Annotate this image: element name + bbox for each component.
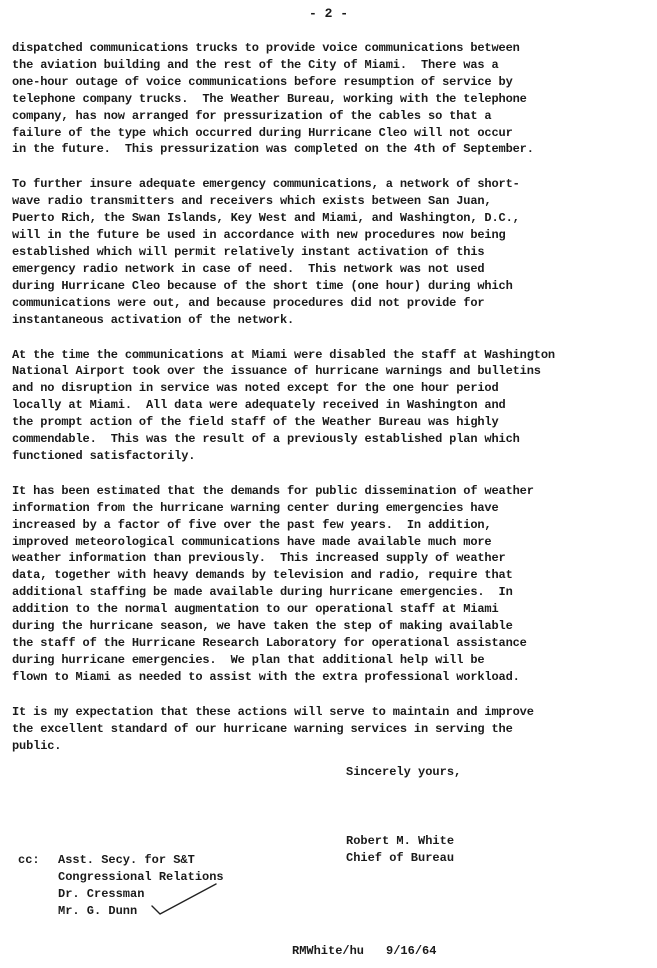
signer-name: Robert M. White (346, 834, 455, 848)
cc-label: cc: (18, 853, 40, 867)
cc-recipient: Asst. Secy. for S&T (58, 853, 195, 867)
signature-block (346, 833, 454, 867)
signer-title: Chief of Bureau (346, 851, 455, 865)
reference-date: 9/16/64 (386, 944, 437, 958)
paragraph-communications-trucks: dispatched communications trucks to provide voice communications between the aviation building and the rest of the City of Miami. There was a one-hour outage of voice communications before resumption of service by telephone company trucks. The Weather Bureau, working with the telephone company, has now arranged for pressurization of the cables so that a failure of the type which occurred during Hurricane Cleo will not occur in the future. This pressurization was completed on the 4th of September. (12, 41, 534, 157)
closing-salutation: Sincerely yours, (346, 765, 462, 779)
paragraph-staffing-demands: It has been estimated that the demands for public dissemination of weather information from the hurricane warning center during emergencies have increased by a factor of five over the past few years. In addition, improved meteorological communications have made available much more weather information than previously. This increased supply of weather data, together with heavy demands by television and radio, require that additional staffing be made available during hurricane emergencies. In addition to the normal augmentation to our operational staff at Miami during the hurricane season, we have taken the step of making available the staff of the Hurricane Research Laboratory for operational assistance during hurricane emergencies. We plan that additional help will be flown to Miami as needed to assist with the extra professional workload. (12, 483, 534, 684)
cc-recipient: Dr. Cressman (58, 887, 145, 901)
cc-recipient: Congressional Relations (58, 870, 224, 884)
paragraph-radio-network: To further insure adequate emergency communications, a network of short- wave radio transmitters and receivers which exists between San Juan, Puerto Rich, the Swan Islands, Key West and Miami, and Washington, D.C., will in the future be used in accordance with new procedures now being established which will permit relatively instant activation of this emergency radio network in case of need. This network was not used during Hurricane Cleo because of the short time (one hour) during which communications were out, and because procedures did not provide for instantaneous activation of the network. (12, 177, 520, 327)
cc-recipient: Mr. G. Dunn (58, 904, 138, 918)
letter-body (12, 40, 652, 772)
reference-initials: RMWhite/hu (292, 944, 365, 958)
page-number: - 2 - (308, 6, 348, 21)
handwritten-checkmark-icon (150, 880, 220, 920)
paragraph-washington-staff: At the time the communications at Miami were disabled the staff at Washington National Airport took over the issuance of hurricane warnings and bulletins and no disruption in service was noted except for the one hour period locally at Miami. All data were adequately received in Washington and the prompt action of the field staff of the Weather Bureau was highly commendable. This was the result of a previously established plan which functioned satisfactorily. (12, 347, 555, 463)
paragraph-expectation: It is my expectation that these actions will serve to maintain and improve the excellent standard of our hurricane warning services in serving the public. (12, 704, 534, 753)
reference-line (292, 944, 436, 958)
